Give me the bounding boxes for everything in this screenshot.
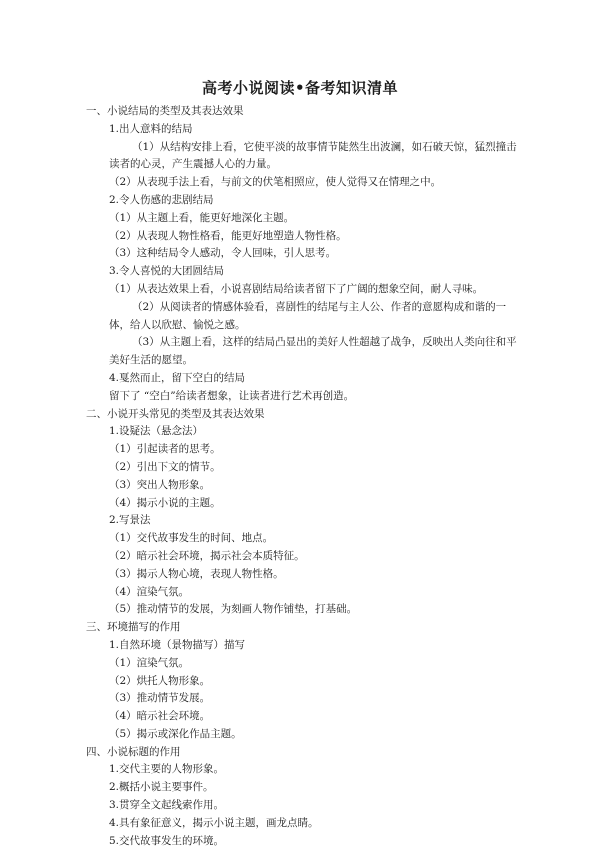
text-line: （4）暗示社会环境。 [109, 710, 211, 723]
document-body [86, 103, 526, 850]
text-line: 2.写景法 [109, 514, 151, 527]
text-line: 1.交代主要的人物形象。 [109, 763, 225, 776]
text-line: （3）推动情节发展。 [109, 692, 211, 705]
text-line: 1.设疑法（悬念法） [109, 425, 204, 438]
text-line: （3）从主题上看，这样的结局凸显出的美好人性超越了战争，反映出人类向往和平美好生活的愿望。 [109, 336, 517, 367]
text-line: 留下了 “空白”给读者想象，让读者进行艺术再创造。 [109, 389, 355, 402]
text-line: （3）揭示人物心境，表现人物性格。 [109, 567, 284, 580]
text-line: （1）从表达效果上看，小说喜剧结局给读者留下了广阔的想象空间，耐人寻味。 [109, 282, 484, 295]
text-line: 4.戛然而止，留下空白的结局 [109, 371, 246, 384]
text-line: 5.交代故事发生的环境。 [109, 834, 225, 847]
text-line: （4）揭示小说的主题。 [109, 496, 221, 509]
text-line: 1.自然环境（景物描写）描写 [109, 638, 246, 651]
text-line: （1）从结构安排上看，它使平淡的故事情节陡然生出波澜，如石破天惊，猛烈撞击读者的心灵，产生震撼人心的力量。 [109, 140, 517, 171]
text-line: （2）暗示社会环境，揭示社会本质特征。 [109, 549, 305, 562]
text-line: （1）交代故事发生的时间、地点。 [109, 532, 274, 545]
text-line: 一、小说结局的类型及其表达效果 [86, 105, 244, 117]
text-line: （3）这种结局令人感动，令人回味，引人思考。 [109, 247, 337, 260]
text-line: 2.概括小说主要事件。 [109, 781, 214, 794]
text-line: （5）推动情节的发展，为刻画人物作铺垫，打基础。 [109, 603, 358, 616]
page-title: 高考小说阅读•备考知识清单 [201, 79, 399, 97]
text-line: （2）从表现人物性格看，能更好地塑造人物性格。 [109, 229, 347, 242]
text-line: （2）引出下文的情节。 [109, 460, 221, 473]
text-line: 2.令人伤感的悲剧结局 [109, 193, 214, 206]
text-line: （4）渲染气氛。 [109, 585, 190, 598]
text-line: （3）突出人物形象。 [109, 478, 211, 491]
text-line: （2）烘托人物形象。 [109, 674, 211, 687]
text-line: 三、环境描写的作用 [86, 621, 181, 634]
text-line: （1）渲染气氛。 [109, 656, 190, 669]
text-line: 3.贯穿全文起线索作用。 [109, 799, 225, 812]
text-line: （1）引起读者的思考。 [109, 443, 221, 456]
text-line: （1）从主题上看，能更好地深化主题。 [109, 211, 295, 224]
text-line: 3.令人喜悦的大团圆结局 [109, 265, 225, 278]
text-line: （2）从阅读者的情感体验看，喜剧性的结尾与主人公、作者的意愿构成和谐的一体，给人以欣慰、愉悦之感。 [109, 300, 507, 331]
text-line: （2）从表现手法上看，与前文的伏笔相照应，使人觉得又在情理之中。 [109, 176, 442, 189]
text-line: （5）揭示或深化作品主题。 [109, 727, 242, 740]
text-line: 四、小说标题的作用 [86, 745, 181, 758]
text-line: 二、小说开头常见的类型及其表达效果 [86, 407, 265, 420]
text-line: 4.具有象征意义，揭示小说主题，画龙点睛。 [109, 816, 319, 829]
text-line: 1.出人意料的结局 [109, 122, 193, 135]
